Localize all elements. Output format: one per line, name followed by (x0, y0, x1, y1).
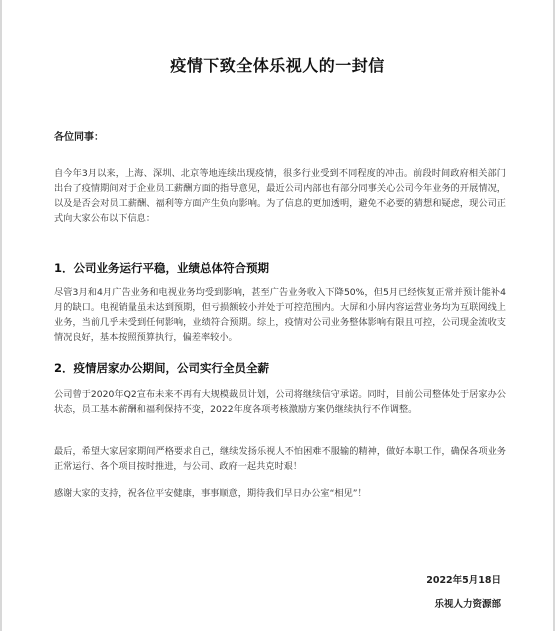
intro-paragraph: 自今年3月以来，上海、深圳、北京等地连续出现疫情，很多行业受到不同程度的冲击。前段时间政府相关部门出台了疫情期间对于企业员工薪酬方面的指导意见，最近公司内部也有部分同事关心公司今年业务的开展情况，以及是否会对员工薪酬、福利等方面产生负向影响。为了信息的更加透明，避免不必要的猜想和疑虑，现公司正式向大家公布以下信息： (54, 168, 506, 224)
section-1-body: 尽管3月和4月广告业务和电视业务均受到影响，甚至广告业务收入下降50%，但5月已经恢复正常并预计能补4月的缺口。电视销量虽未达到预期，但亏损额较小并处于可控范围内。大屏和小屏内容运营业务均为互联网线上业务，当前几乎未受到任何影响，业绩符合预期。综上，疫情对公司业务整体影响有限且可控，公司现金流收支情况良好，基本按照预算执行，偏差率较小。 (54, 287, 506, 343)
letter-title: 疫情下致全体乐视人的一封信 (170, 56, 385, 75)
section-1-heading: 1．公司业务运行平稳，业绩总体符合预期 (54, 261, 269, 275)
letter-greeting: 各位同事： (54, 132, 104, 143)
section-2-body: 公司曾于2020年Q2宣布未来不再有大规模裁员计划，公司将继续信守承诺。同时，目前公司整体处于居家办公状态，员工基本薪酬和福利保持不变，2022年度各项考核激励方案仍继续执行不作调整。 (54, 389, 506, 415)
section-2-heading: 2．疫情居家办公期间，公司实行全员全薪 (54, 361, 269, 375)
thanks-paragraph: 感谢大家的支持，祝各位平安健康，事事顺意，期待我们早日办公室“相见”！ (54, 488, 367, 499)
letter-signature: 乐视人力资源部 (434, 599, 501, 610)
letter-date: 2022年5月18日 (426, 575, 501, 586)
closing-paragraph: 最后，希望大家居家期间严格要求自己，继续发扬乐视人不怕困难不服输的精神，做好本职工作，确保各项业务正常运行、各个项目按时推进，与公司、政府一起共克时艰！ (54, 446, 506, 472)
